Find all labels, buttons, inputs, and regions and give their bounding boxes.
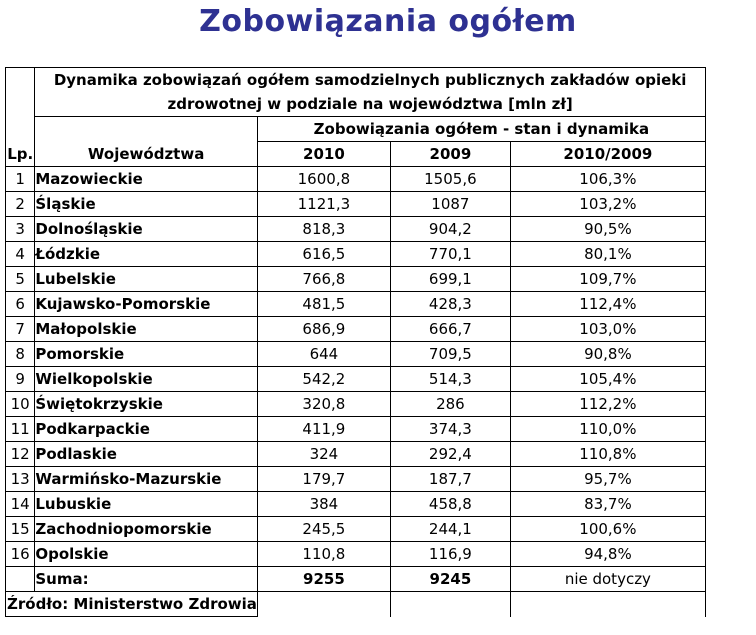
source-note: Źródło: Ministerstwo Zdrowia xyxy=(6,592,258,617)
table-row xyxy=(6,267,706,292)
sum-2009: 9245 xyxy=(390,567,510,592)
region-cell: Małopolskie xyxy=(35,317,258,342)
region-cell: Wielkopolskie xyxy=(35,367,258,392)
value-2010-cell: 644 xyxy=(257,342,390,367)
ratio-cell: 100,6% xyxy=(510,517,705,542)
region-cell: Mazowieckie xyxy=(35,167,258,192)
table-row xyxy=(6,242,706,267)
region-cell: Warmińsko-Mazurskie xyxy=(35,467,258,492)
value-2009-cell: 904,2 xyxy=(390,217,510,242)
group-header: Zobowiązania ogółem - stan i dynamika xyxy=(257,117,705,142)
table-caption-line-2: zdrowotnej w podziale na województwa [mln zł] xyxy=(35,92,706,117)
region-cell: Lubuskie xyxy=(35,492,258,517)
page-title: Zobowiązania ogółem xyxy=(199,4,577,39)
lp-cell: 6 xyxy=(6,292,35,317)
lp-cell: 2 xyxy=(6,192,35,217)
lp-cell: 10 xyxy=(6,392,35,417)
year-2010-header: 2010 xyxy=(257,142,390,167)
ratio-cell: 110,8% xyxy=(510,442,705,467)
value-2010-cell: 384 xyxy=(257,492,390,517)
ratio-cell: 103,2% xyxy=(510,192,705,217)
ratio-cell: 110,0% xyxy=(510,417,705,442)
lp-cell: 15 xyxy=(6,517,35,542)
lp-header-mid xyxy=(6,92,35,117)
region-header: Województwa xyxy=(35,142,258,167)
value-2009-cell: 187,7 xyxy=(390,467,510,492)
lp-cell: 4 xyxy=(6,242,35,267)
ratio-cell: 112,2% xyxy=(510,392,705,417)
source-empty-3 xyxy=(510,592,705,617)
value-2009-cell: 1087 xyxy=(390,192,510,217)
ratio-cell: 112,4% xyxy=(510,292,705,317)
group-header-row xyxy=(6,117,706,142)
region-cell: Dolnośląskie xyxy=(35,217,258,242)
value-2010-cell: 411,9 xyxy=(257,417,390,442)
value-2010-cell: 481,5 xyxy=(257,292,390,317)
region-cell: Pomorskie xyxy=(35,342,258,367)
region-cell: Łódzkie xyxy=(35,242,258,267)
ratio-cell: 103,0% xyxy=(510,317,705,342)
ratio-cell: 83,7% xyxy=(510,492,705,517)
ratio-cell: 105,4% xyxy=(510,367,705,392)
lp-header-top xyxy=(6,68,35,93)
sum-2010: 9255 xyxy=(257,567,390,592)
table-caption-line-1: Dynamika zobowiązań ogółem samodzielnych publicznych zakładów opieki xyxy=(35,68,706,93)
caption-row-2 xyxy=(6,92,706,117)
ratio-cell: 90,8% xyxy=(510,342,705,367)
region-cell: Podlaskie xyxy=(35,442,258,467)
table-row xyxy=(6,317,706,342)
region-header-gap xyxy=(35,117,258,142)
table-row xyxy=(6,492,706,517)
value-2009-cell: 244,1 xyxy=(390,517,510,542)
value-2010-cell: 1121,3 xyxy=(257,192,390,217)
lp-cell: 16 xyxy=(6,542,35,567)
table-row xyxy=(6,217,706,242)
value-2010-cell: 110,8 xyxy=(257,542,390,567)
value-2009-cell: 1505,6 xyxy=(390,167,510,192)
region-cell: Podkarpackie xyxy=(35,417,258,442)
value-2010-cell: 818,3 xyxy=(257,217,390,242)
lp-cell: 3 xyxy=(6,217,35,242)
value-2010-cell: 686,9 xyxy=(257,317,390,342)
sum-lp-cell xyxy=(6,567,35,592)
table-row xyxy=(6,392,706,417)
table-row xyxy=(6,467,706,492)
ratio-cell: 94,8% xyxy=(510,542,705,567)
region-cell: Śląskie xyxy=(35,192,258,217)
source-empty-1 xyxy=(257,592,390,617)
value-2010-cell: 766,8 xyxy=(257,267,390,292)
value-2010-cell: 616,5 xyxy=(257,242,390,267)
ratio-cell: 80,1% xyxy=(510,242,705,267)
value-2009-cell: 292,4 xyxy=(390,442,510,467)
source-row xyxy=(6,592,706,617)
table-row xyxy=(6,517,706,542)
sum-row xyxy=(6,567,706,592)
table-row xyxy=(6,367,706,392)
region-cell: Świętokrzyskie xyxy=(35,392,258,417)
lp-cell: 9 xyxy=(6,367,35,392)
lp-cell: 13 xyxy=(6,467,35,492)
sum-label: Suma: xyxy=(35,567,258,592)
ratio-header: 2010/2009 xyxy=(510,142,705,167)
value-2009-cell: 514,3 xyxy=(390,367,510,392)
source-empty-2 xyxy=(390,592,510,617)
caption-row-1 xyxy=(6,68,706,93)
value-2010-cell: 179,7 xyxy=(257,467,390,492)
value-2009-cell: 458,8 xyxy=(390,492,510,517)
sum-ratio: nie dotyczy xyxy=(510,567,705,592)
value-2009-cell: 709,5 xyxy=(390,342,510,367)
region-cell: Lubelskie xyxy=(35,267,258,292)
value-2009-cell: 699,1 xyxy=(390,267,510,292)
region-cell: Kujawsko-Pomorskie xyxy=(35,292,258,317)
value-2009-cell: 770,1 xyxy=(390,242,510,267)
column-header-row xyxy=(6,142,706,167)
value-2009-cell: 286 xyxy=(390,392,510,417)
ratio-cell: 95,7% xyxy=(510,467,705,492)
value-2010-cell: 320,8 xyxy=(257,392,390,417)
lp-cell: 14 xyxy=(6,492,35,517)
value-2010-cell: 245,5 xyxy=(257,517,390,542)
value-2009-cell: 374,3 xyxy=(390,417,510,442)
year-2009-header: 2009 xyxy=(390,142,510,167)
lp-header-gap xyxy=(6,117,35,142)
ratio-cell: 90,5% xyxy=(510,217,705,242)
lp-cell: 11 xyxy=(6,417,35,442)
ratio-cell: 106,3% xyxy=(510,167,705,192)
region-cell: Opolskie xyxy=(35,542,258,567)
lp-cell: 7 xyxy=(6,317,35,342)
table-row xyxy=(6,292,706,317)
table-row xyxy=(6,442,706,467)
value-2009-cell: 428,3 xyxy=(390,292,510,317)
value-2010-cell: 1600,8 xyxy=(257,167,390,192)
table-row xyxy=(6,167,706,192)
region-cell: Zachodniopomorskie xyxy=(35,517,258,542)
table-row xyxy=(6,342,706,367)
value-2009-cell: 116,9 xyxy=(390,542,510,567)
lp-cell: 8 xyxy=(6,342,35,367)
lp-cell: 1 xyxy=(6,167,35,192)
lp-header: Lp. xyxy=(6,142,35,167)
table-row xyxy=(6,542,706,567)
lp-cell: 12 xyxy=(6,442,35,467)
table-row xyxy=(6,417,706,442)
value-2010-cell: 542,2 xyxy=(257,367,390,392)
ratio-cell: 109,7% xyxy=(510,267,705,292)
value-2009-cell: 666,7 xyxy=(390,317,510,342)
value-2010-cell: 324 xyxy=(257,442,390,467)
liabilities-table xyxy=(5,67,706,617)
table-row xyxy=(6,192,706,217)
lp-cell: 5 xyxy=(6,267,35,292)
